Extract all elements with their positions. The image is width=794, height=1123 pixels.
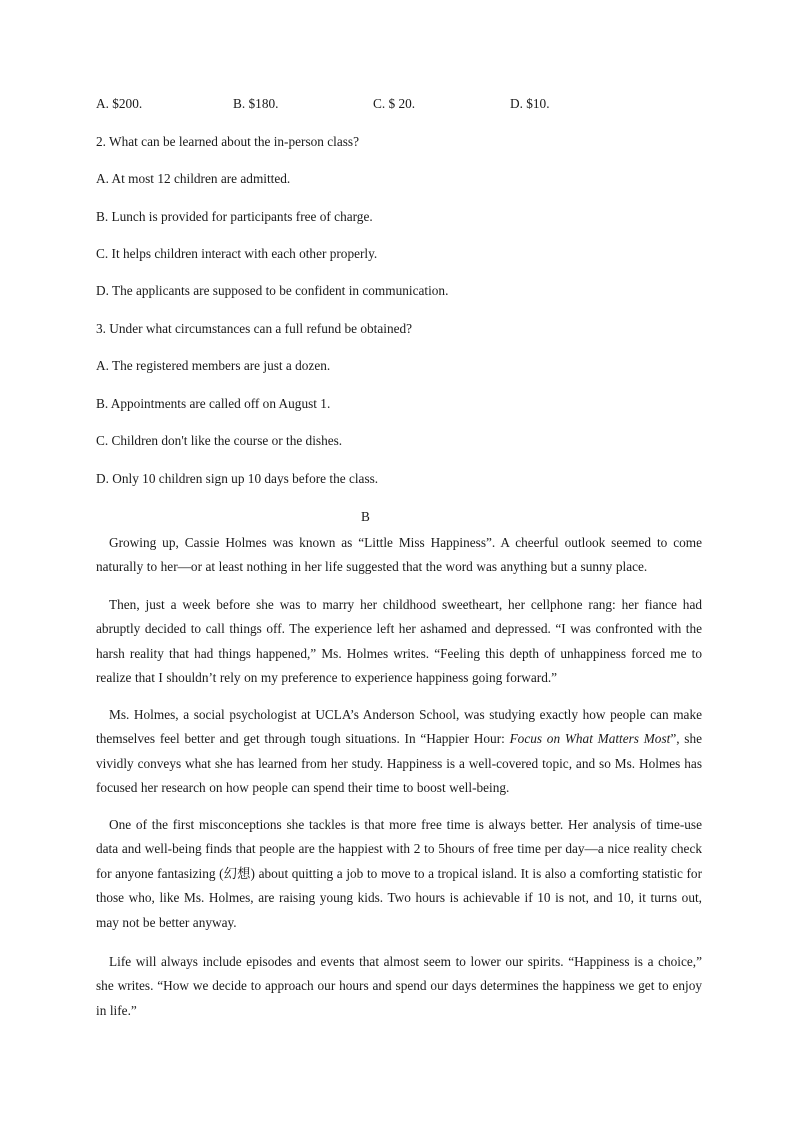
q3-question: 3. Under what circumstances can a full refund be obtained? bbox=[96, 321, 413, 336]
paragraph-2: Then, just a week before she was to marry her childhood sweetheart, her cellphone rang: her fiance had abruptly decided to call things off. The experience left her ashamed and depressed. “I was confronted with the harsh reality that had things happened,” Ms. Holmes writes. “Feeling this depth of unhappiness forced me to realize that I shouldn’t rely on my preference to experience happiness going forward.” bbox=[96, 597, 702, 686]
q2-option-c: C. It helps children interact with each other properly. bbox=[96, 246, 378, 261]
q2-option-b: B. Lunch is provided for participants free of charge. bbox=[96, 209, 373, 224]
q3-option-a: A. The registered members are just a dozen. bbox=[96, 358, 331, 373]
q2-question: 2. What can be learned about the in-person class? bbox=[96, 134, 360, 149]
q1-option-b: B. $180. bbox=[233, 96, 279, 111]
paragraph-5: Life will always include episodes and events that almost seem to lower our spirits. “Happiness is a choice,” she writes. “How we decide to approach our hours and spend our days determines the happiness we get to enjoy in life.” bbox=[96, 954, 702, 1018]
paragraph-4: One of the first misconceptions she tackles is that more free time is always better. Her analysis of time-use data and well-being finds that people are the happiest with 2 to 5hours of free time per day—a nice reality check for anyone fantasizing (幻想) about quitting a job to move to a tropical island. It is also a comforting statistic for those who, like Ms. Holmes, are raising young kids. Two hours is achievable if 10 is not, and 10, it turns out, may not be better anyway. bbox=[96, 817, 702, 930]
q3-option-d: D. Only 10 children sign up 10 days before the class. bbox=[96, 471, 379, 486]
q1-option-d: D. $10. bbox=[510, 96, 550, 111]
paragraph-3-text-start: Ms. Holmes, a social psychologist at UCLA’s Anderson School, was studying exactly how people can make themselves feel better and get through tough situations. In “Happier Hour: bbox=[96, 707, 702, 747]
paragraph-3 bbox=[96, 703, 702, 801]
book-title: Focus on What Matters Most bbox=[509, 731, 671, 747]
q3-option-c: C. Children don't like the course or the dishes. bbox=[96, 433, 343, 448]
q2-option-d: D. The applicants are supposed to be confident in communication. bbox=[96, 283, 449, 298]
q1-option-c: C. $ 20. bbox=[373, 96, 416, 111]
paragraph-1: Growing up, Cassie Holmes was known as “Little Miss Happiness”. A cheerful outlook seemed to come naturally to her—or at least nothing in her life suggested that the word was anything but a sunny place. bbox=[96, 535, 702, 575]
q3-option-b: B. Appointments are called off on August 1. bbox=[96, 396, 331, 411]
paragraph-3-text-end: ”, she vividly conveys what she has learned from her study. Happiness is a well-covered topic, and so Ms. Holmes has focused her research on how people can spend their time to boost well-being. bbox=[96, 731, 702, 796]
q2-option-a: A. At most 12 children are admitted. bbox=[96, 171, 291, 186]
section-heading: B bbox=[361, 509, 370, 524]
q1-option-a: A. $200. bbox=[96, 96, 143, 111]
